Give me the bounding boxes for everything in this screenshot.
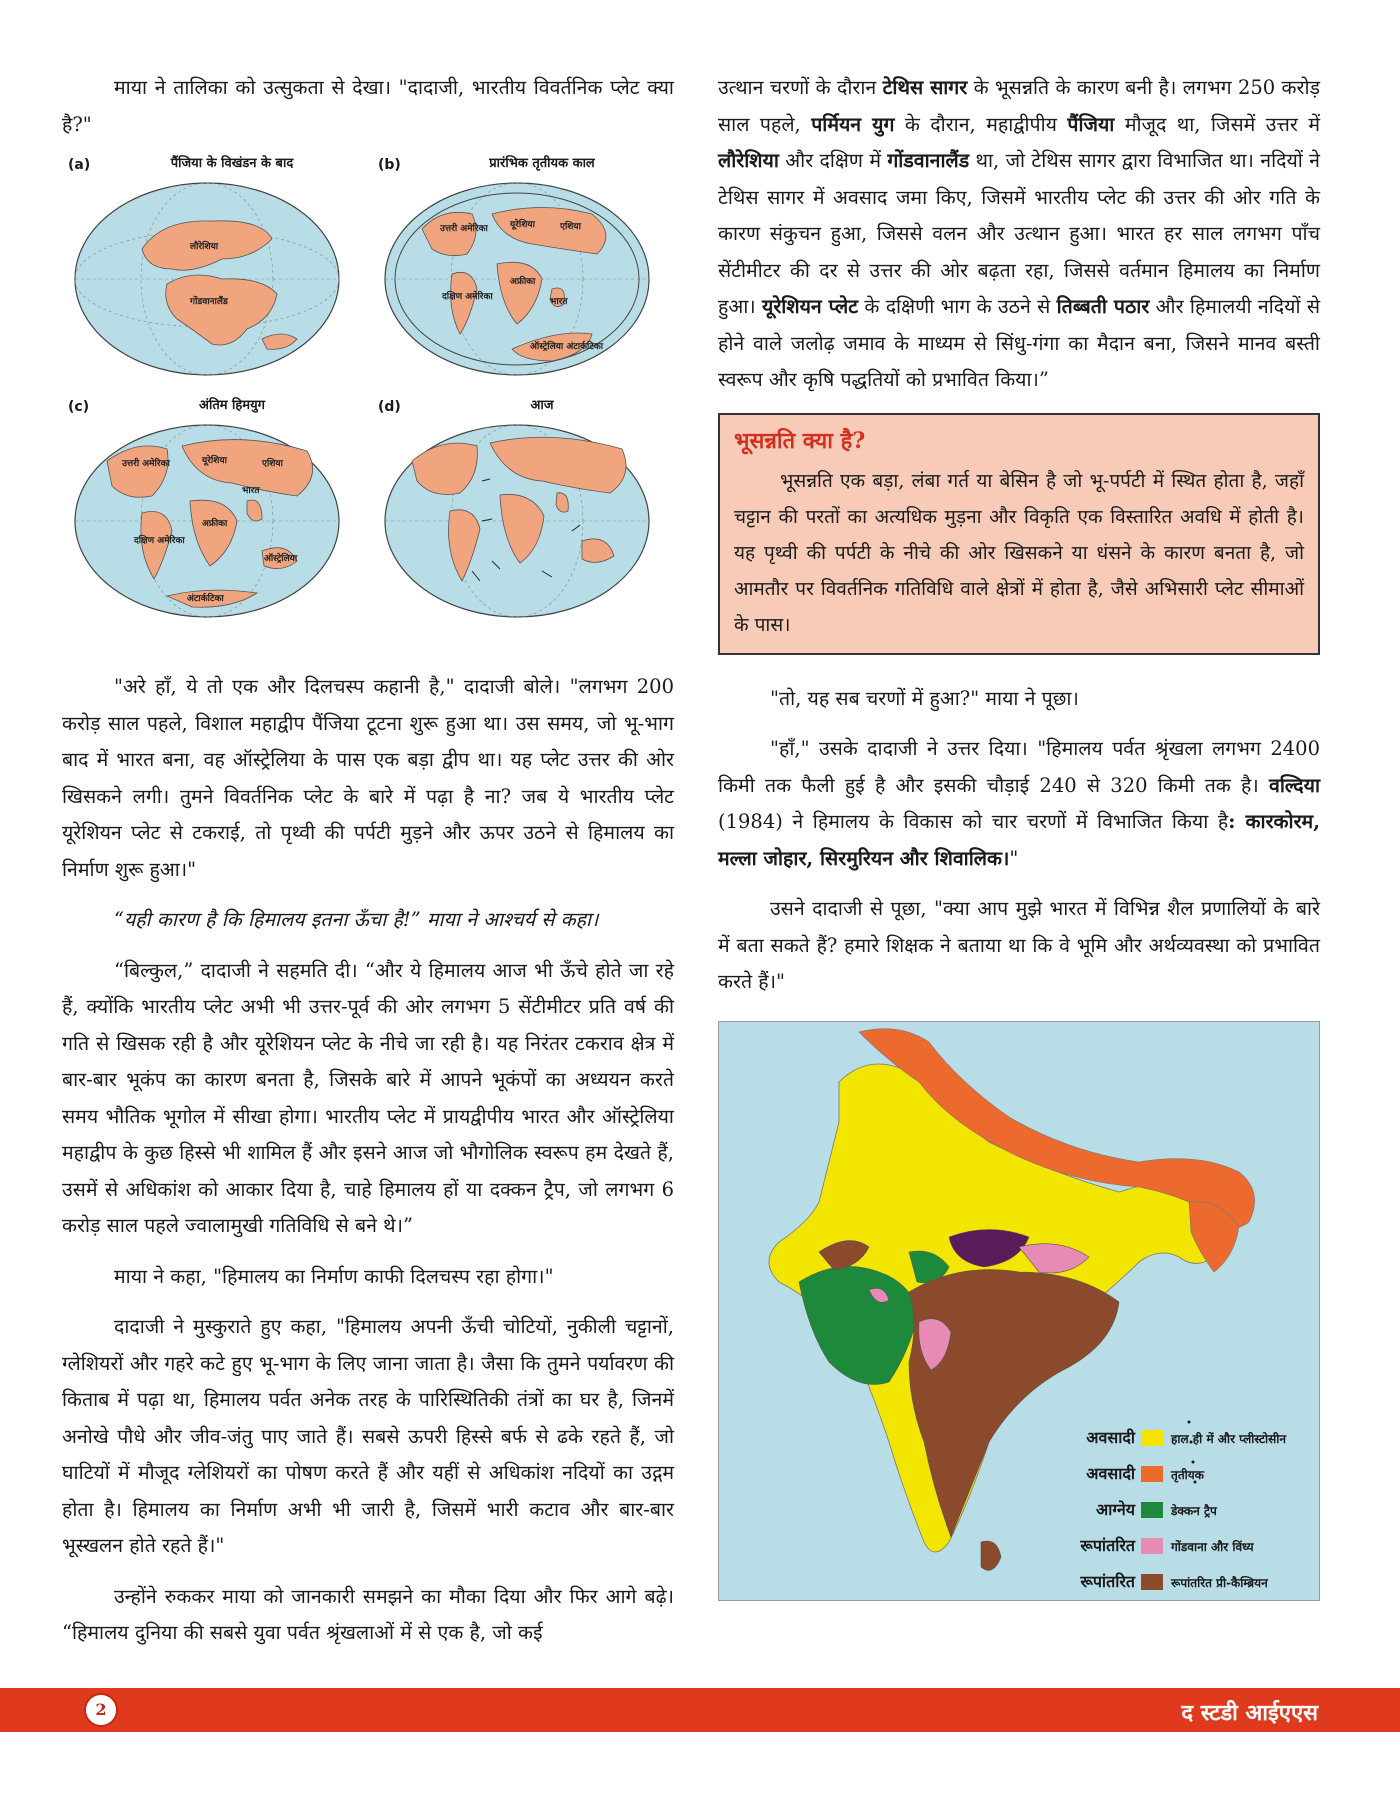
map-label: ऑस्ट्रेलिया: [264, 554, 298, 564]
globe-map-c: [72, 421, 342, 621]
paragraph: उन्होंने रुककर माया को जानकारी समझने का मौका दिया और फिर आगे बढ़े। “हिमालय दुनिया की सबसे युवा पर्वत श्रृंखलाओं में से एक है, जो कई: [62, 1584, 674, 1644]
map-label: यूरेशिया: [202, 456, 227, 466]
panel-caption: आज: [530, 398, 554, 413]
map-legend: [1049, 1420, 1319, 1600]
page-number: 2: [84, 1693, 118, 1727]
paragraph: उत्थान चरणों के दौरान टेथिस सागर के भूसन्नति के कारण बनी है। लगभग 250 करोड़ साल पहले, पर्मियन युग के दौरान, महाद्वीपीय पैंजिया मौजूद था, जिसमें उत्तर में लौरेशिया और दक्षिण में गोंडवानालैंड था, जो टेथिस सागर द्वारा विभाजित था। नदियों ने टेथिस सागर में अवसाद जमा किए, जिसमें भारतीय प्लेट की उत्तर की ओर गति के कारण संकुचन हुआ, जिससे वलन और उत्थान हुआ। भारत हर साल लगभग पाँच सेंटीमीटर की दर से उत्तर की ओर बढ़ता रहा, जिससे वर्तमान हिमालय का निर्माण हुआ। यूरेशियन प्लेट के दक्षिणी भाग के उठने से तिब्बती पठार और हिमालयी नदियों से होने वाले जलोढ़ जमाव के माध्यम से सिंधु-गंगा का मैदान बना, जिसने मानव बस्ती स्वरूप और कृषि पद्धतियों को प्रभावित किया।”: [718, 76, 1321, 391]
panel-letter: (a): [68, 157, 91, 173]
paragraph: “यही कारण है कि हिमालय इतना ऊँचा है!” माया ने आश्चर्य से कहा।: [114, 908, 599, 931]
paragraph: माया ने तालिका को उत्सुकता से देखा। "दादाजी, भारतीय विवर्तनिक प्लेट क्या है?": [62, 76, 674, 136]
publication-brand: द स्टडी आईएएस: [1181, 1701, 1318, 1726]
globe-panel-a: [62, 157, 352, 387]
paragraph: माया ने कहा, "हिमालय का निर्माण काफी दिलचस्प रहा होगा।": [114, 1264, 554, 1288]
panel-caption: अंतिम हिमयुग: [199, 398, 265, 413]
map-label: अंटार्कटिका: [187, 594, 224, 604]
paragraph: "अरे हाँ, ये तो एक और दिलचस्प कहानी है," दादाजी बोले। "लगभग 200 करोड़ साल पहले, विशाल महाद्वीप पैंजिया टूटना शुरू हुआ था। उस समय, जो भू-भाग बाद में भारत बना, वह ऑस्ट्रेलिया के पास एक बड़ा द्वीप था। यह प्लेट उत्तर की ओर खिसकने लगी। तुमने विवर्तनिक प्लेट के बारे में पढ़ा है ना? जब ये भारतीय प्लेट यूरेशियन प्लेट से टकराई, तो पृथ्वी की पर्पटी मुड़ने और ऊपर उठने से हिमालय का निर्माण शुरू हुआ।": [62, 675, 674, 881]
legend-item: अवसादी तृतीयक: [1086, 1463, 1204, 1483]
left-column: [62, 70, 674, 1666]
paragraph: "तो, यह सब चरणों में हुआ?" माया ने पूछा।: [770, 686, 1079, 710]
legend-swatch: [1141, 1430, 1163, 1446]
panel-caption: प्रारंभिक तृतीयक काल: [489, 156, 595, 171]
map-label: उत्तरी अमेरिका: [122, 459, 170, 469]
definition-text: भूसन्नति एक बड़ा, लंबा गर्त या बेसिन है जो भू-पर्पटी में स्थित होता है, जहाँ चट्टान की परतों का अत्यधिक मुड़ना और विकृति एक विस्तारित अवधि में होती है। यह पृथ्वी की पर्पटी के नीचे की ओर खिसकने या धंसने के कारण बनता है, जो आमतौर पर विवर्तनिक गतिविधि वाले क्षेत्रों में होता है, जैसे अभिसारी प्लेट सीमाओं के पास।: [734, 469, 1304, 636]
legend-item: रूपांतरित रूपांतरित प्री-कैम्ब्रियन: [1080, 1571, 1268, 1591]
globe-map-b: [382, 179, 652, 379]
map-label: ऑस्ट्रेलिया अंटार्कटिका: [530, 342, 604, 352]
legend-item: आग्नेय डेक्कन ट्रैप: [1095, 1499, 1217, 1519]
definition-box: [718, 413, 1320, 655]
globe-panel-b: [372, 157, 662, 387]
panel-letter: (b): [378, 157, 401, 173]
map-label: दक्षिण अमेरिका: [442, 292, 493, 302]
legend-swatch: [1141, 1538, 1163, 1554]
map-label: अफ्रीका: [510, 277, 536, 287]
paragraph: उसने दादाजी से पूछा, "क्या आप मुझे भारत में विभिन्न शैल प्रणालियों के बारे में बता सकते हैं? हमारे शिक्षक ने बताया था कि वे भूमि और अर्थव्यवस्था को प्रभावित करते हैं।": [718, 897, 1320, 993]
legend-swatch: [1141, 1502, 1163, 1518]
globe-map-d: [382, 421, 652, 621]
paragraph: “बिल्कुल,” दादाजी ने सहमति दी। “और ये हिमालय आज भी ऊँचे होते जा रहे हैं, क्योंकि भारतीय प्लेट अभी भी उत्तर-पूर्व की ओर लगभग 5 सेंटीमीटर प्रति वर्ष की गति से खिसक रही है और यूरेशियन प्लेट के नीचे जा रही है। यह निरंतर टकराव क्षेत्र में बार-बार भूकंप का कारण बनता है, जिसके बारे में आपने भूकंपों का अध्ययन करते समय भौतिक भूगोल में सीखा होगा। भारतीय प्लेट में प्रायद्वीपीय भारत और ऑस्ट्रेलिया महाद्वीप के कुछ हिस्से भी शामिल हैं और इसने आज जो भौगोलिक स्वरूप हम देखते हैं, उसमें से अधिकांश को आकार दिया है, चाहे हिमालय हों या दक्कन ट्रैप, जो लगभग 6 करोड़ साल पहले ज्वालामुखी गतिविधि से बने थे।”: [62, 958, 674, 1237]
definition-title: भूसन्नति क्या है?: [734, 427, 866, 454]
legend-swatch: [1141, 1466, 1163, 1482]
map-label: गोंडवानालैंड: [190, 297, 228, 307]
panel-letter: (d): [378, 399, 401, 415]
map-label: एशिया: [560, 222, 581, 232]
legend-item: रूपांतरित गोंडवाना और विंध्य: [1080, 1535, 1254, 1555]
globe-map-a: [72, 179, 342, 379]
map-label: भारत: [242, 486, 260, 496]
panel-letter: (c): [68, 399, 90, 415]
legend-swatch: [1141, 1574, 1163, 1590]
panel-caption: पैंजिया के विखंडन के बाद: [170, 156, 294, 171]
map-label: अफ्रीका: [202, 519, 228, 529]
globe-panel-d: [372, 399, 662, 629]
map-label: दक्षिण अमेरिका: [134, 536, 185, 546]
globe-panel-c: [62, 399, 352, 629]
paragraph: दादाजी ने मुस्कुराते हुए कहा, "हिमालय अपनी ऊँची चोटियों, नुकीली चट्टानों, ग्लेशियरों और गहरे कटे हुए भू-भाग के लिए जाना जाता है। जैसा कि तुमने पर्यावरण की किताब में पढ़ा था, हिमालय पर्वत अनेक तरह के पारिस्थितिकी तंत्रों का घर है, जिनमें अनोखे पौधे और जीव-जंतु पाए जाते हैं। सबसे ऊपरी हिस्से बर्फ से ढके रहते हैं, जो घाटियों में मौजूद ग्लेशियरों का पोषण करते हैं और यहीं से अधिकांश नदियों का उद्गम होता है। हिमालय का निर्माण अभी भी जारी है, जिसमें भारी कटाव और बार-बार भूस्खलन होते रहते हैं।": [62, 1315, 674, 1557]
right-column: [718, 70, 1320, 1601]
legend-item: अवसादी हाल ही में और प्लीस्टोसीन: [1086, 1427, 1287, 1447]
india-rock-map: [718, 1021, 1320, 1601]
map-label: एशिया: [262, 459, 283, 469]
map-label: यूरेशिया: [510, 220, 535, 230]
continental-drift-figure: [62, 157, 674, 637]
map-label: लौरेशिया: [190, 242, 219, 252]
paragraph: "हाँ," उसके दादाजी ने उत्तर दिया। "हिमालय पर्वत श्रृंखला लगभग 2400 किमी तक फैली हुई है और इसकी चौड़ाई 240 से 320 किमी तक है। वल्दिया (1984) ने हिमालय के विकास को चार चरणों में विभाजित किया है: कारकोरम, मल्ला जोहार, सिरमुरियन और शिवालिक।": [718, 737, 1320, 870]
map-label: भारत: [550, 297, 568, 307]
map-label: उत्तरी अमेरिका: [440, 224, 488, 234]
